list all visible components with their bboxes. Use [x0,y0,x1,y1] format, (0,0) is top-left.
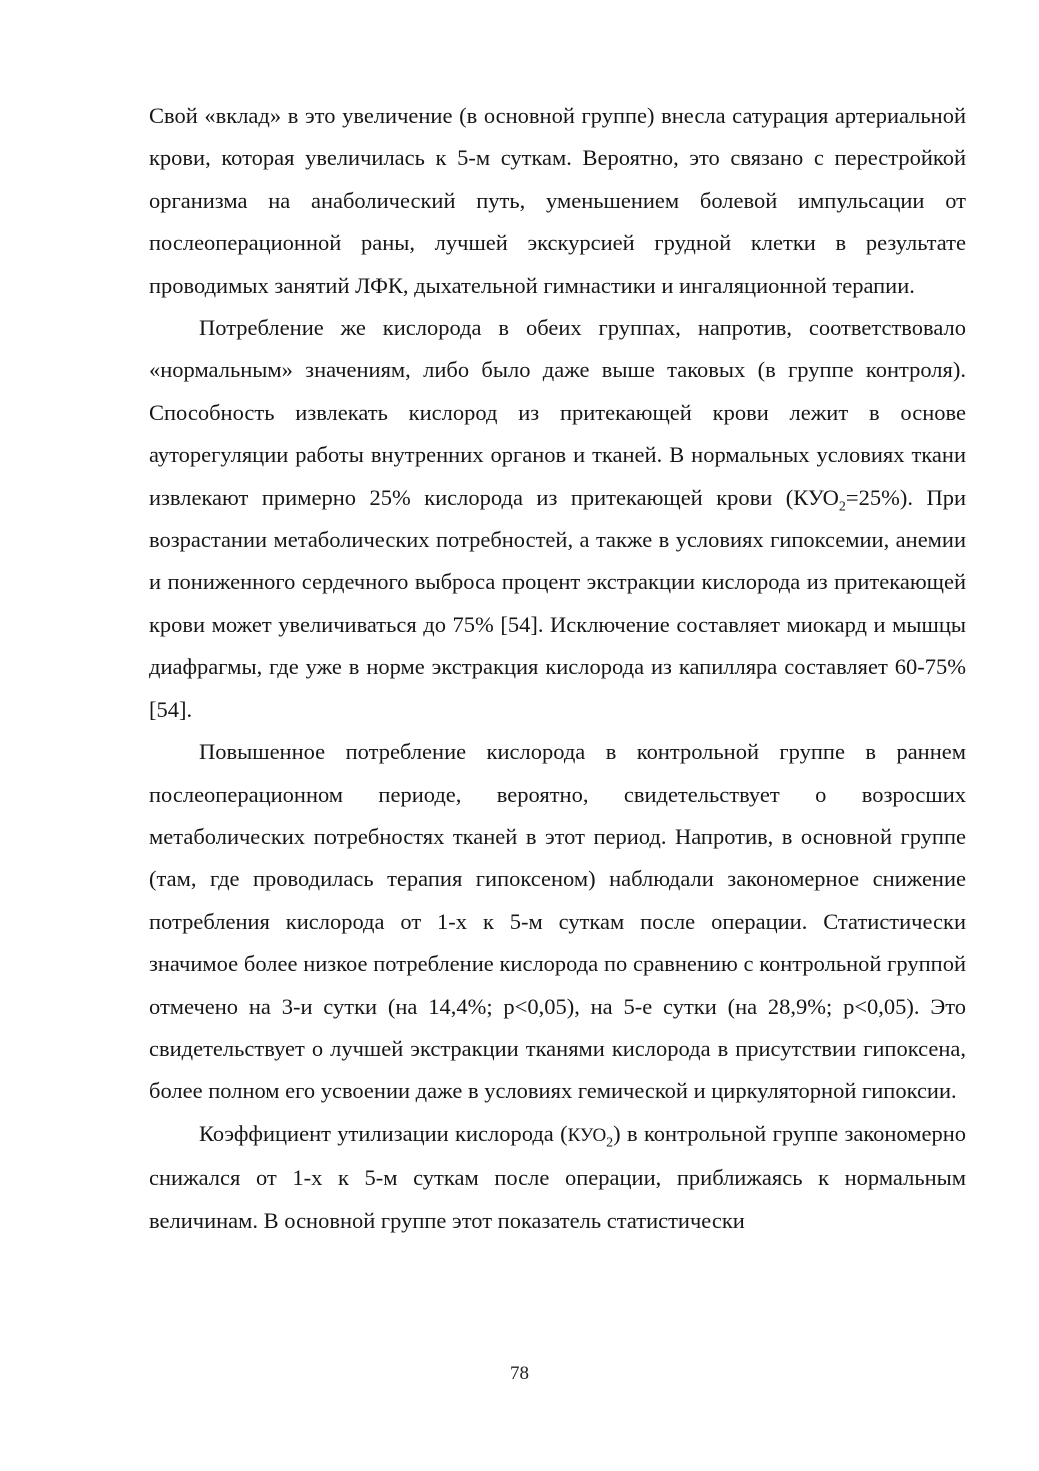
page-number: 78 [510,1363,529,1384]
paragraph-4 [149,1113,966,1242]
paragraph-1-text: Свой «вклад» в это увеличение (в основной группе) внесла сатурация артериальной крови, которая увеличилась к 5-м суткам. Вероятно, это связано с перестройкой организма на анаболический путь, уменьшением болевой импульсации от послеоперационной раны, лучшей экскурсией грудной клетки в результате проводимых занятий ЛФК, дыхательной гимнастики и ингаляционной терапии. [149,103,966,298]
paragraph-3-text: Повышенное потребление кислорода в контрольной группе в раннем послеоперационном периоде, вероятно, свидетельствует о возросших метаболических потребностях тканей в этот период. Напротив, в основной группе (там, где проводилась терапия гипоксеном) наблюдали закономерное снижение потребления кислорода от 1-х к 5-м суткам после операции. Статистически значимое более низкое потребление кислорода по сравнению с контрольной группой отмечено на 3-и сутки (на 14,4%; p<0,05), на 5-е сутки (на 28,9%; p<0,05). Это свидетельствует о лучшей экстракции тканями кислорода в присутствии гипоксена, более полном его усвоении даже в условиях гемической и циркуляторной гипоксии. [149,739,966,1104]
subscript-2: 2 [838,499,846,515]
paragraph-2 [149,307,966,731]
paragraph-2-text-a: Потребление же кислорода в обеих группах, напротив, соответствовало «нормальным» значениям, либо было даже выше таковых (в группе контроля). Способность извлекать кислород из притекающей крови лежит в основе ауторегуляции работы внутренних органов и тканей. В нормальных условиях ткани извлекают примерно 25% кислорода из притекающей крови (КУО [149,315,966,510]
subscript-2: 2 [606,1135,614,1151]
paragraph-4-text-a: Коэффициент утилизации кислорода ( [199,1120,568,1146]
paragraph-3 [149,731,966,1113]
paragraph-4-text-b: ) в контрольной группе закономерно снижался от 1-х к 5-м суткам после операции, приближаясь к нормальным величинам. В основной группе этот показатель статистически [149,1120,966,1233]
paragraph-1 [149,95,966,307]
paragraph-2-text-b: =25%). При возрастании метаболических потребностей, а также в условиях гипоксемии, анемии и пониженного сердечного выброса процент экстракции кислорода из притекающей крови может увеличиваться до 75% [54]. Исключение составляет миокард и мышцы диафрагмы, где уже в норме экстракция кислорода из капилляра составляет 60-75% [54]. [149,484,967,722]
kuo-abbreviation: КУО [567,1124,607,1146]
body-text [149,95,966,1242]
